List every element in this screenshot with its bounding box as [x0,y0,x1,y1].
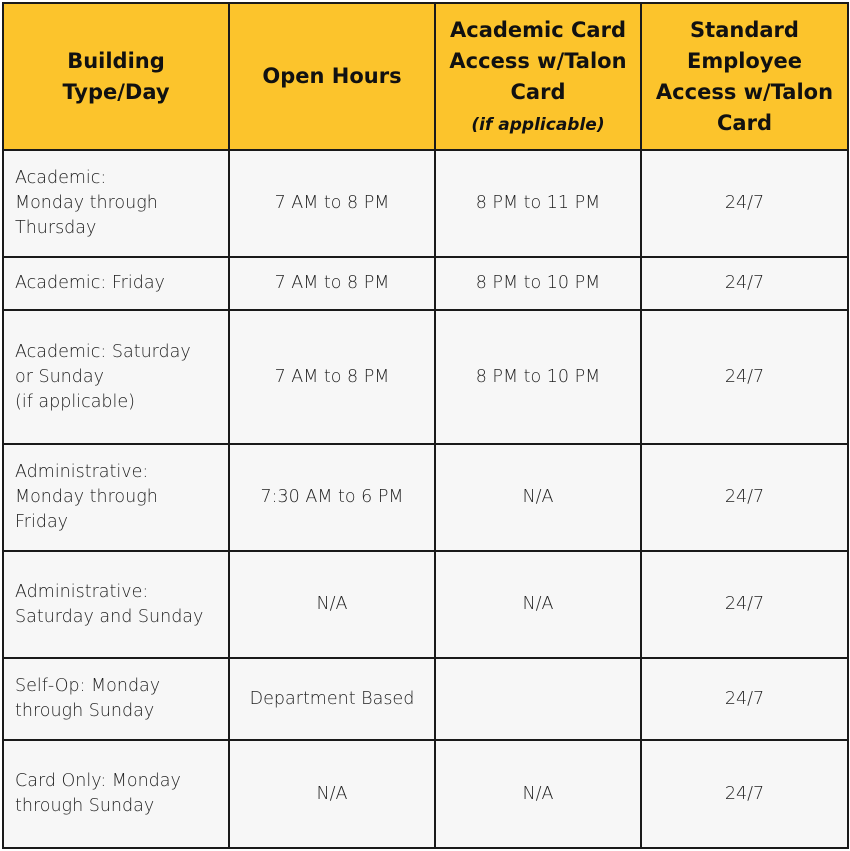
standard-employee-access-cell: 24/7 [641,551,848,658]
table-row [3,551,848,658]
header-academic-card-access [435,3,641,150]
open-hours-cell: Department Based [229,658,435,740]
table-row [3,257,848,310]
header-open-hours: Open Hours [229,3,435,150]
standard-employee-access-cell: 24/7 [641,310,848,444]
building-day-line: Self-Op: Monday [15,676,161,696]
standard-employee-access-cell: 24/7 [641,740,848,848]
building-day-cell [3,257,229,310]
building-day-line: Administrative: [15,462,149,482]
header-academic-card-note: (if applicable) [471,115,605,135]
building-day-line: Saturday and Sunday [15,606,204,627]
academic-card-access-cell: N/A [435,551,641,658]
table-body [3,150,848,848]
building-day-cell [3,658,229,740]
open-hours-cell: 7 AM to 8 PM [229,257,435,310]
open-hours-cell: 7 AM to 8 PM [229,310,435,444]
standard-employee-access-cell: 24/7 [641,257,848,310]
building-day-line: Academic: [15,168,107,188]
standard-employee-access-cell: 24/7 [641,444,848,551]
building-hours-table [2,2,849,849]
header-standard-employee-access: Standard Employee Access w/Talon Card [641,3,848,150]
open-hours-cell: N/A [229,551,435,658]
standard-employee-access-cell: 24/7 [641,658,848,740]
building-day-cell [3,310,229,444]
header-building-type-day: Building Type/Day [3,3,229,150]
open-hours-cell: N/A [229,740,435,848]
academic-card-access-cell [435,658,641,740]
table-header [3,3,848,150]
standard-employee-access-cell: 24/7 [641,150,848,257]
table-row [3,740,848,848]
building-day-line: Administrative: [15,581,149,602]
building-day-line: Academic: Friday [15,273,165,293]
building-day-line: through Sunday [15,796,155,816]
open-hours-cell: 7 AM to 8 PM [229,150,435,257]
academic-card-access-cell: 8 PM to 11 PM [435,150,641,257]
building-day-line: (if applicable) [15,391,135,412]
table-row [3,658,848,740]
table-row [3,444,848,551]
building-day-line: Monday through [15,193,158,213]
open-hours-cell: 7:30 AM to 6 PM [229,444,435,551]
building-day-line: Friday [15,512,69,532]
table-row [3,150,848,257]
building-day-cell [3,551,229,658]
academic-card-access-cell: 8 PM to 10 PM [435,257,641,310]
building-day-cell [3,150,229,257]
academic-card-access-cell: N/A [435,444,641,551]
academic-card-access-cell: N/A [435,740,641,848]
building-day-line: or Sunday [15,366,104,387]
building-day-cell [3,444,229,551]
table-row [3,310,848,444]
academic-card-access-cell: 8 PM to 10 PM [435,310,641,444]
building-day-line: Thursday [15,218,97,238]
building-day-cell [3,740,229,848]
building-day-line: Card Only: Monday [15,771,181,791]
building-day-line: Academic: Saturday [15,341,191,362]
building-day-line: through Sunday [15,701,155,721]
header-row [3,3,848,150]
header-academic-card-access-label: Academic Card Access w/Talon Card [449,18,627,104]
building-day-line: Monday through [15,487,158,507]
